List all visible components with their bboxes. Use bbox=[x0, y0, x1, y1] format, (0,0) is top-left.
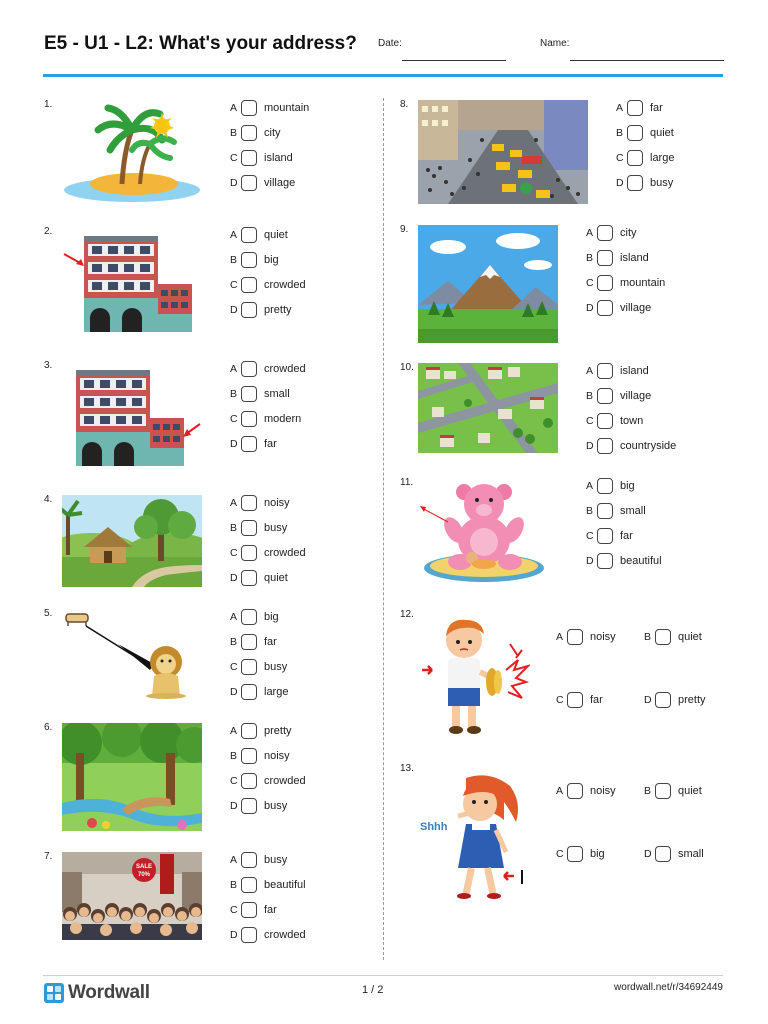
option-text: noisy bbox=[264, 750, 290, 762]
question-number: 10. bbox=[400, 362, 414, 373]
answer-checkbox[interactable] bbox=[241, 659, 257, 675]
option-letter: A bbox=[230, 229, 238, 241]
question-number: 7. bbox=[44, 851, 53, 862]
option-text: far bbox=[650, 102, 663, 114]
option-letter: A bbox=[230, 497, 238, 509]
option-letter: C bbox=[586, 277, 594, 289]
option-letter: D bbox=[230, 177, 238, 189]
option-row bbox=[230, 543, 306, 563]
option-letter: D bbox=[586, 302, 594, 314]
option-letter: C bbox=[556, 848, 564, 860]
option-row bbox=[616, 98, 663, 118]
name-label: Name: bbox=[540, 38, 570, 49]
option-letter: B bbox=[586, 390, 594, 402]
option-row bbox=[586, 526, 633, 546]
shhh-text: Shhh bbox=[420, 821, 448, 833]
option-letter: C bbox=[230, 547, 238, 559]
answer-checkbox[interactable] bbox=[241, 545, 257, 561]
option-text: noisy bbox=[590, 785, 616, 797]
option-letter: A bbox=[586, 227, 594, 239]
option-row bbox=[230, 493, 290, 513]
option-letter: C bbox=[616, 152, 624, 164]
option-letter: D bbox=[586, 555, 594, 567]
busy-city-street-image bbox=[418, 100, 588, 204]
option-letter: C bbox=[230, 152, 238, 164]
option-row bbox=[586, 476, 635, 496]
option-row bbox=[230, 607, 279, 627]
answer-checkbox[interactable] bbox=[567, 783, 583, 799]
answer-checkbox[interactable] bbox=[241, 302, 257, 318]
option-text: crowded bbox=[264, 279, 306, 291]
question-number: 1. bbox=[44, 99, 53, 110]
answer-checkbox[interactable] bbox=[241, 150, 257, 166]
option-row bbox=[230, 98, 309, 118]
option-letter: B bbox=[616, 127, 624, 139]
option-row bbox=[230, 148, 293, 168]
option-text: big bbox=[620, 480, 635, 492]
option-letter: C bbox=[230, 661, 238, 673]
option-text: busy bbox=[264, 661, 288, 673]
sale-sign-text: SALE bbox=[135, 864, 153, 870]
answer-checkbox[interactable] bbox=[241, 773, 257, 789]
question-number: 2. bbox=[44, 226, 53, 237]
answer-checkbox[interactable] bbox=[241, 902, 257, 918]
answer-checkbox[interactable] bbox=[241, 386, 257, 402]
option-row bbox=[586, 248, 649, 268]
option-row bbox=[230, 250, 279, 270]
option-letter: A bbox=[586, 365, 594, 377]
option-row bbox=[586, 436, 676, 456]
option-row bbox=[230, 925, 306, 945]
option-letter: D bbox=[644, 694, 652, 706]
option-text: city bbox=[264, 127, 281, 139]
option-letter: B bbox=[586, 252, 594, 264]
header-rule bbox=[43, 74, 723, 77]
answer-checkbox[interactable] bbox=[241, 227, 257, 243]
question-number: 13. bbox=[400, 763, 414, 774]
option-text: crowded bbox=[264, 929, 306, 941]
answer-checkbox[interactable] bbox=[241, 252, 257, 268]
answer-checkbox[interactable] bbox=[241, 520, 257, 536]
girl-shhh-image bbox=[418, 772, 528, 904]
option-row bbox=[230, 682, 288, 702]
option-letter: C bbox=[230, 279, 238, 291]
option-row bbox=[230, 225, 288, 245]
option-row bbox=[586, 298, 651, 318]
option-letter: C bbox=[230, 413, 238, 425]
answer-checkbox[interactable] bbox=[241, 125, 257, 141]
option-letter: B bbox=[230, 127, 238, 139]
option-text: beautiful bbox=[264, 879, 306, 891]
option-row bbox=[230, 275, 306, 295]
option-text: big bbox=[264, 611, 279, 623]
option-text: small bbox=[678, 848, 704, 860]
answer-checkbox[interactable] bbox=[597, 363, 613, 379]
answer-checkbox[interactable] bbox=[241, 361, 257, 377]
crowded-mall-image bbox=[62, 852, 202, 940]
answer-checkbox[interactable] bbox=[597, 250, 613, 266]
answer-checkbox[interactable] bbox=[567, 629, 583, 645]
option-row bbox=[230, 173, 295, 193]
answer-checkbox[interactable] bbox=[567, 692, 583, 708]
option-row bbox=[230, 384, 290, 404]
option-text: quiet bbox=[678, 785, 702, 797]
answer-checkbox[interactable] bbox=[597, 478, 613, 494]
answer-checkbox[interactable] bbox=[627, 125, 643, 141]
option-text: far bbox=[264, 636, 277, 648]
option-letter: B bbox=[230, 636, 238, 648]
option-row bbox=[230, 771, 306, 791]
sale-percent-text: 70% bbox=[137, 872, 151, 878]
option-text: crowded bbox=[264, 547, 306, 559]
question-number: 11. bbox=[400, 477, 414, 488]
option-letter: A bbox=[230, 363, 238, 375]
option-row bbox=[556, 844, 605, 864]
answer-checkbox[interactable] bbox=[655, 629, 671, 645]
option-text: far bbox=[264, 904, 277, 916]
option-text: modern bbox=[264, 413, 302, 425]
option-letter: A bbox=[230, 854, 238, 866]
option-text: town bbox=[620, 415, 644, 427]
answer-checkbox[interactable] bbox=[627, 175, 643, 191]
answer-checkbox[interactable] bbox=[241, 748, 257, 764]
column-divider bbox=[383, 98, 384, 960]
option-letter: C bbox=[556, 694, 564, 706]
answer-checkbox[interactable] bbox=[655, 692, 671, 708]
option-letter: C bbox=[230, 775, 238, 787]
option-row bbox=[230, 518, 287, 538]
option-text: quiet bbox=[678, 631, 702, 643]
small-building-arrow-image bbox=[62, 366, 202, 466]
option-row bbox=[230, 434, 277, 454]
option-text: crowded bbox=[264, 363, 306, 375]
answer-checkbox[interactable] bbox=[241, 436, 257, 452]
answer-checkbox[interactable] bbox=[241, 723, 257, 739]
option-row bbox=[586, 361, 649, 381]
option-letter: D bbox=[230, 572, 238, 584]
option-row bbox=[230, 300, 292, 320]
option-text: large bbox=[650, 152, 675, 164]
town-map-image bbox=[418, 363, 558, 453]
option-text: quiet bbox=[264, 229, 288, 241]
answer-checkbox[interactable] bbox=[241, 495, 257, 511]
forest-river-image bbox=[62, 723, 202, 831]
option-text: far bbox=[620, 530, 633, 542]
option-text: busy bbox=[264, 522, 288, 534]
question-number: 4. bbox=[44, 494, 53, 505]
option-letter: A bbox=[230, 611, 238, 623]
tropical-island-image bbox=[62, 100, 202, 206]
option-row bbox=[556, 627, 616, 647]
option-letter: C bbox=[586, 415, 594, 427]
option-row bbox=[644, 781, 702, 801]
option-text: quiet bbox=[264, 572, 288, 584]
option-letter: D bbox=[230, 686, 238, 698]
option-letter: A bbox=[230, 725, 238, 737]
answer-checkbox[interactable] bbox=[241, 634, 257, 650]
answer-checkbox[interactable] bbox=[567, 846, 583, 862]
option-row bbox=[586, 386, 651, 406]
option-letter: C bbox=[586, 530, 594, 542]
answer-checkbox[interactable] bbox=[241, 877, 257, 893]
lion-far-away-image bbox=[62, 608, 202, 700]
wordwall-brand-text: Wordwall bbox=[68, 982, 150, 1003]
option-text: busy bbox=[264, 854, 288, 866]
option-letter: B bbox=[644, 631, 652, 643]
option-row bbox=[644, 627, 702, 647]
answer-checkbox[interactable] bbox=[241, 798, 257, 814]
answer-checkbox[interactable] bbox=[241, 411, 257, 427]
option-text: big bbox=[264, 254, 279, 266]
answer-checkbox[interactable] bbox=[597, 413, 613, 429]
option-row bbox=[230, 796, 287, 816]
option-row bbox=[230, 568, 288, 588]
question-number: 8. bbox=[400, 99, 409, 110]
option-letter: B bbox=[230, 522, 238, 534]
option-text: big bbox=[590, 848, 605, 860]
option-text: busy bbox=[650, 177, 674, 189]
option-row bbox=[230, 900, 277, 920]
question-number: 12. bbox=[400, 609, 414, 620]
option-letter: A bbox=[556, 631, 564, 643]
option-letter: B bbox=[230, 254, 238, 266]
option-letter: A bbox=[586, 480, 594, 492]
option-letter: D bbox=[644, 848, 652, 860]
answer-checkbox[interactable] bbox=[241, 175, 257, 191]
name-field[interactable] bbox=[570, 60, 724, 61]
option-row bbox=[230, 359, 306, 379]
answer-checkbox[interactable] bbox=[627, 100, 643, 116]
answer-checkbox[interactable] bbox=[597, 225, 613, 241]
option-text: pretty bbox=[678, 694, 706, 706]
option-letter: B bbox=[230, 750, 238, 762]
option-row bbox=[230, 746, 290, 766]
question-number: 6. bbox=[44, 722, 53, 733]
answer-checkbox[interactable] bbox=[597, 503, 613, 519]
option-text: village bbox=[620, 390, 652, 402]
answer-checkbox[interactable] bbox=[655, 846, 671, 862]
option-row bbox=[230, 875, 306, 895]
option-letter: D bbox=[230, 304, 238, 316]
answer-checkbox[interactable] bbox=[655, 783, 671, 799]
answer-checkbox[interactable] bbox=[597, 300, 613, 316]
answer-checkbox[interactable] bbox=[241, 852, 257, 868]
option-row bbox=[230, 409, 301, 429]
option-letter: D bbox=[230, 438, 238, 450]
option-row bbox=[230, 721, 292, 741]
option-row bbox=[230, 657, 287, 677]
option-text: far bbox=[264, 438, 277, 450]
footer-rule bbox=[43, 975, 723, 976]
worksheet-title: E5 - U1 - L2: What's your address? bbox=[44, 33, 357, 54]
option-row bbox=[616, 123, 674, 143]
option-letter: D bbox=[616, 177, 624, 189]
option-letter: D bbox=[230, 800, 238, 812]
option-row bbox=[230, 850, 287, 870]
option-letter: A bbox=[230, 102, 238, 114]
answer-checkbox[interactable] bbox=[241, 100, 257, 116]
option-text: village bbox=[264, 177, 296, 189]
option-text: crowded bbox=[264, 775, 306, 787]
option-text: busy bbox=[264, 800, 288, 812]
option-letter: D bbox=[230, 929, 238, 941]
answer-checkbox[interactable] bbox=[597, 388, 613, 404]
option-row bbox=[616, 148, 674, 168]
option-text: small bbox=[620, 505, 646, 517]
answer-checkbox[interactable] bbox=[597, 438, 613, 454]
option-text: countryside bbox=[620, 440, 677, 452]
option-letter: A bbox=[616, 102, 624, 114]
answer-checkbox[interactable] bbox=[597, 528, 613, 544]
date-label: Date: bbox=[378, 38, 402, 49]
option-text: beautiful bbox=[620, 555, 662, 567]
option-row bbox=[586, 411, 643, 431]
answer-checkbox[interactable] bbox=[597, 553, 613, 569]
option-row bbox=[556, 690, 603, 710]
big-teddy-bear-image bbox=[418, 478, 550, 584]
option-letter: B bbox=[230, 879, 238, 891]
question-number: 5. bbox=[44, 608, 53, 619]
wordwall-logo[interactable] bbox=[44, 982, 150, 1004]
date-field[interactable] bbox=[402, 60, 506, 61]
answer-checkbox[interactable] bbox=[627, 150, 643, 166]
option-text: island bbox=[620, 252, 649, 264]
question-number: 9. bbox=[400, 224, 409, 235]
option-row bbox=[616, 173, 673, 193]
answer-checkbox[interactable] bbox=[597, 275, 613, 291]
option-letter: B bbox=[586, 505, 594, 517]
hut-countryside-image bbox=[62, 495, 202, 587]
option-text: island bbox=[620, 365, 649, 377]
option-text: mountain bbox=[264, 102, 310, 114]
option-letter: A bbox=[556, 785, 564, 797]
answer-checkbox[interactable] bbox=[241, 277, 257, 293]
option-text: large bbox=[264, 686, 289, 698]
option-text: city bbox=[620, 227, 637, 239]
option-row bbox=[586, 501, 646, 521]
question-number: 3. bbox=[44, 360, 53, 371]
mountain-landscape-image bbox=[418, 225, 558, 343]
option-row bbox=[586, 223, 637, 243]
option-letter: D bbox=[586, 440, 594, 452]
option-row bbox=[644, 844, 704, 864]
option-text: small bbox=[264, 388, 290, 400]
option-text: quiet bbox=[650, 127, 674, 139]
boy-cymbals-image bbox=[418, 616, 530, 738]
answer-checkbox[interactable] bbox=[241, 570, 257, 586]
option-row bbox=[230, 632, 277, 652]
option-text: island bbox=[264, 152, 293, 164]
answer-checkbox[interactable] bbox=[241, 927, 257, 943]
option-letter: B bbox=[644, 785, 652, 797]
answer-checkbox[interactable] bbox=[241, 684, 257, 700]
wordwall-logo-icon bbox=[44, 983, 64, 1003]
option-text: far bbox=[590, 694, 603, 706]
option-row bbox=[230, 123, 281, 143]
option-row bbox=[556, 781, 616, 801]
worksheet-url[interactable]: wordwall.net/r/34692449 bbox=[614, 982, 723, 993]
option-text: mountain bbox=[620, 277, 666, 289]
option-row bbox=[586, 551, 662, 571]
option-text: noisy bbox=[590, 631, 616, 643]
tall-building-arrow-image bbox=[62, 232, 196, 332]
answer-checkbox[interactable] bbox=[241, 609, 257, 625]
option-letter: B bbox=[230, 388, 238, 400]
option-text: village bbox=[620, 302, 652, 314]
page-number: 1 / 2 bbox=[362, 984, 384, 996]
option-row bbox=[644, 690, 706, 710]
option-text: noisy bbox=[264, 497, 290, 509]
option-row bbox=[586, 273, 665, 293]
option-letter: C bbox=[230, 904, 238, 916]
option-text: pretty bbox=[264, 725, 292, 737]
option-text: pretty bbox=[264, 304, 292, 316]
